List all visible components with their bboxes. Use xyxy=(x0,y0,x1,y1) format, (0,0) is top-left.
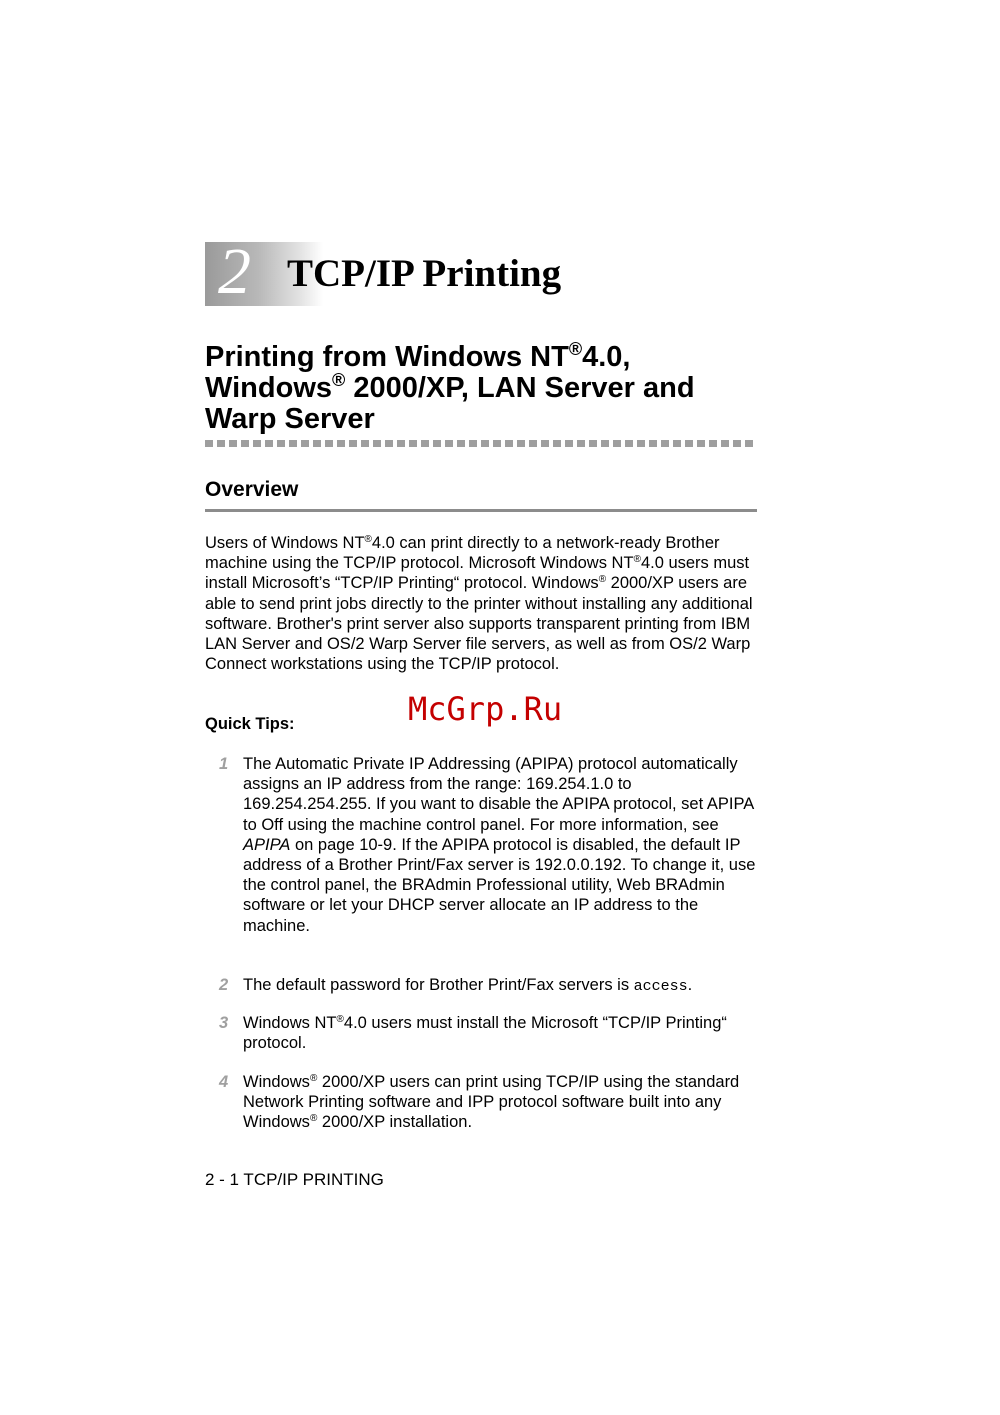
section-title-line-2: Windows® 2000/XP, LAN Server and xyxy=(205,370,695,404)
tip-text-1: The Automatic Private IP Addressing (APIPA) protocol automatically assigns an IP address from the range: 169.254.1.0 to 169.254.254.255. If you want to disable the APIPA protocol, set APIPA to Off using the machine control panel. For more information, see APIPA on page 10-9. If the APIPA protocol is disabled, the default IP address of a Brother Print/Fax server is 192.0.0.192. To change it, use the control panel, the BRAdmin Professional utility, Web BRAdmin software or let your DHCP server allocate an IP address to the machine. xyxy=(243,755,756,935)
overview-heading: Overview xyxy=(205,478,299,501)
password-code: access xyxy=(633,978,688,995)
section-title-line-3: Warp Server xyxy=(205,403,375,435)
quick-tips-heading: Quick Tips: xyxy=(205,715,295,733)
watermark: McGrp.Ru xyxy=(408,690,563,728)
overview-divider xyxy=(205,509,757,512)
tip-number-3: 3 xyxy=(219,1014,229,1032)
chapter-number: 2 xyxy=(218,235,251,308)
section-title-line-1: Printing from Windows NT®4.0, xyxy=(205,339,631,373)
section-divider xyxy=(205,440,757,447)
section-title xyxy=(205,339,765,435)
tip-number-4: 4 xyxy=(219,1073,229,1091)
overview-paragraph: Users of Windows NT®4.0 can print directly to a network-ready Brother machine using the TCP/IP protocol. Microsoft Windows NT®4.0 users must install Microsoft’s “TCP/IP Printing“ protocol. Windows® 2000/XP users are able to send print jobs directly to the printer without installing any additional software. Brother's print server also supports transparent printing from IBM LAN Server and OS/2 Warp Server file servers, as well as from OS/2 Warp Connect workstations using the TCP/IP protocol. xyxy=(205,534,753,674)
tip-text-2: The default password for Brother Print/Fax servers is access. xyxy=(243,976,693,995)
apipa-link[interactable]: APIPA xyxy=(243,835,291,854)
tip-number-1: 1 xyxy=(219,755,229,773)
tip-text-3: Windows NT®4.0 users must install the Microsoft “TCP/IP Printing“ protocol. xyxy=(243,1014,727,1053)
tip-number-2: 2 xyxy=(219,976,229,994)
chapter-title: TCP/IP Printing xyxy=(287,252,562,295)
tip-text-4: Windows® 2000/XP users can print using TCP/IP using the standard Network Printing software and IPP protocol software built into any Windows® 2000/XP installation. xyxy=(243,1073,740,1132)
page-footer: 2 - 1 TCP/IP PRINTING xyxy=(205,1170,384,1189)
